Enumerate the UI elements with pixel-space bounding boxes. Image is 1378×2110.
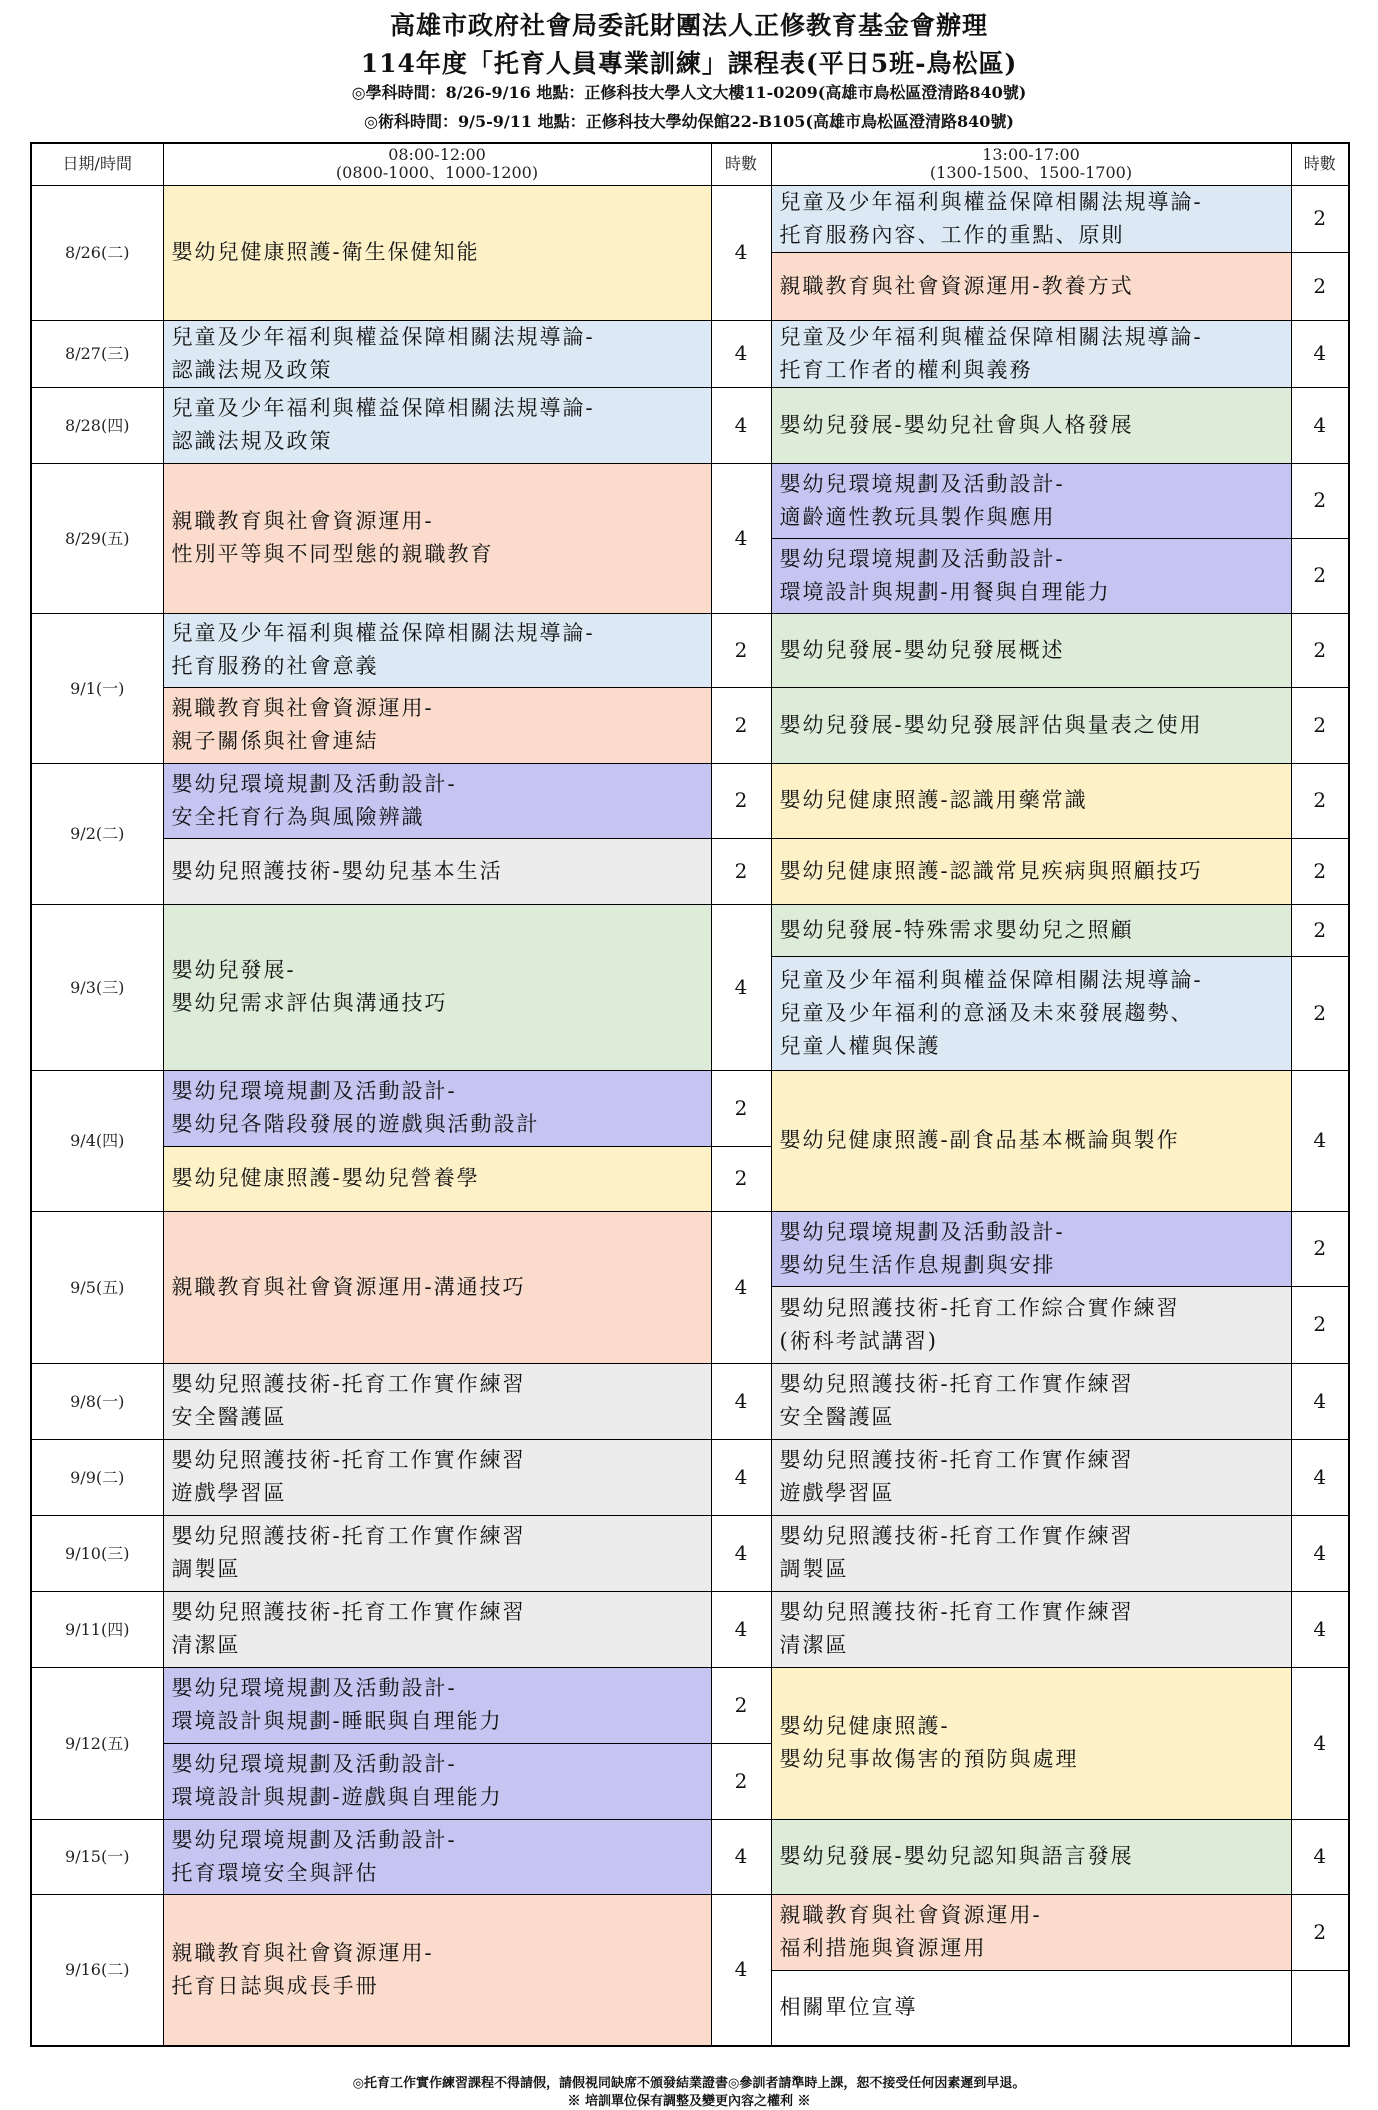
course-line: 親職教育與社會資源運用- (171, 696, 434, 720)
am-course-cell (163, 185, 711, 320)
course-line: 兒童及少年福利與權益保障相關法規導論- (779, 189, 1203, 214)
course-line: 嬰幼兒照護技術-托育工作實作練習 (779, 1524, 1134, 1548)
course-line: 嬰幼兒環境規劃及活動設計- (171, 1079, 457, 1103)
pm-course-cell (771, 1894, 1291, 1970)
am-course-cell (163, 904, 711, 1070)
am-course-cell (163, 1894, 711, 2046)
pm-hours-cell: 2 (1291, 838, 1349, 904)
pm-hours-cell: 2 (1291, 538, 1349, 613)
pm-course-cell (771, 1970, 1291, 2046)
pm-hours-cell: 2 (1291, 763, 1349, 838)
course-line: 嬰幼兒生活作息規劃與安排 (779, 1252, 1056, 1277)
pm-course-cell (771, 1515, 1291, 1591)
date-cell: 9/2(二) (31, 763, 163, 904)
am-course-cell (163, 1363, 711, 1439)
am-course-cell (163, 1819, 711, 1894)
course-line: 嬰幼兒發展- (171, 958, 296, 982)
course-line: 親子關係與社會連結 (171, 729, 379, 753)
date-cell: 9/4(四) (31, 1070, 163, 1211)
course-line: 嬰幼兒環境規劃及活動設計- (779, 1219, 1065, 1244)
course-line: 嬰幼兒環境規劃及活動設計- (171, 1676, 457, 1700)
am-hours-cell: 4 (711, 1894, 771, 2046)
schedule-row (31, 1515, 1349, 1591)
course-line: 兒童人權與保護 (779, 1033, 941, 1058)
date-cell: 9/8(一) (31, 1363, 163, 1439)
am-hours-cell: 4 (711, 1819, 771, 1894)
course-line: 親職教育與社會資源運用-教養方式 (779, 273, 1134, 298)
schedule-row (31, 320, 1349, 387)
course-line: 嬰幼兒健康照護-認識常見疾病與照顧技巧 (779, 858, 1203, 883)
am-hours-cell: 2 (711, 1667, 771, 1743)
pm-course-cell (771, 1286, 1291, 1363)
am-hours-cell: 2 (711, 763, 771, 838)
am-hours-cell: 2 (711, 1743, 771, 1819)
date-cell: 9/5(五) (31, 1211, 163, 1363)
date-cell: 9/16(二) (31, 1894, 163, 2046)
am-course-cell (163, 613, 711, 687)
date-cell: 9/15(一) (31, 1819, 163, 1894)
schedule-row (31, 613, 1349, 687)
date-column-header: 日期/時間 (31, 143, 163, 185)
pm-course-cell (771, 1211, 1291, 1286)
practical-info: ◎術科時間：9/5-9/11 地點：正修科技大學幼保館22-B105(高雄市鳥松區澄清路840號) (364, 112, 1014, 131)
pm-course-cell (771, 956, 1291, 1070)
course-line: 嬰幼兒健康照護-衛生保健知能 (171, 240, 480, 264)
course-line: 嬰幼兒發展-嬰幼兒認知與語言發展 (779, 1844, 1134, 1868)
course-line: 嬰幼兒環境規劃及活動設計- (779, 471, 1065, 496)
course-line: 嬰幼兒各階段發展的遊戲與活動設計 (171, 1112, 540, 1136)
course-line: 環境設計與規劃-遊戲與自理能力 (171, 1785, 503, 1809)
course-line: 嬰幼兒發展-嬰幼兒發展概述 (779, 637, 1065, 662)
schedule-table (30, 142, 1350, 2047)
course-line: 清潔區 (171, 1633, 241, 1657)
am-hours-cell: 4 (711, 320, 771, 387)
am-hours-cell: 4 (711, 904, 771, 1070)
am-hours-cell: 2 (711, 838, 771, 904)
schedule-row (31, 185, 1349, 252)
am-hours-cell: 2 (711, 687, 771, 763)
course-line: 嬰幼兒照護技術-托育工作綜合實作練習 (779, 1295, 1180, 1320)
am-hours-cell: 2 (711, 1070, 771, 1146)
schedule-row (31, 1591, 1349, 1667)
am-course-cell (163, 838, 711, 904)
course-line: 嬰幼兒照護技術-托育工作實作練習 (779, 1372, 1134, 1396)
am-hours-cell: 4 (711, 185, 771, 320)
course-line: 嬰幼兒發展-特殊需求嬰幼兒之照顧 (779, 917, 1134, 942)
pm-course-cell (771, 613, 1291, 687)
course-line: 親職教育與社會資源運用- (171, 509, 434, 533)
schedule-row (31, 1894, 1349, 1970)
morning-column-header (163, 143, 711, 185)
course-line: 遊戲學習區 (171, 1481, 287, 1505)
schedule-row (31, 763, 1349, 838)
pm-hours-cell: 2 (1291, 1286, 1349, 1363)
am-hours-cell: 4 (711, 1515, 771, 1591)
course-line: 嬰幼兒照護技術-托育工作實作練習 (171, 1600, 526, 1624)
course-line: 嬰幼兒環境規劃及活動設計- (171, 1827, 457, 1852)
schedule-row (31, 687, 1349, 763)
pm-course-cell (771, 1070, 1291, 1211)
course-line: 適齡適性教玩具製作與應用 (779, 504, 1056, 529)
hours-column-header: 時數 (711, 143, 771, 185)
pm-hours-cell (1291, 1970, 1349, 2046)
am-hours-cell: 4 (711, 1591, 771, 1667)
pm-course-cell (771, 687, 1291, 763)
schedule-body (31, 185, 1349, 2046)
course-line: 兒童及少年福利與權益保障相關法規導論- (171, 396, 595, 420)
schedule-row (31, 387, 1349, 463)
course-line: 認識法規及政策 (171, 429, 333, 453)
course-line: 環境設計與規劃-睡眠與自理能力 (171, 1709, 503, 1733)
morning-periods: (0800-1000、1000-1200) (335, 163, 539, 183)
footer-rights: ※ 培訓單位保有調整及變更內容之權利 ※ (567, 2094, 811, 2109)
am-course-cell (163, 763, 711, 838)
course-line: 福利措施與資源運用 (779, 1936, 987, 1960)
course-line: 兒童及少年福利與權益保障相關法規導論- (171, 621, 595, 645)
header-title: 高雄市政府社會局委託財團法人正修教育基金會辦理 (389, 11, 988, 40)
course-line: 認識法規及政策 (171, 357, 333, 382)
course-line: 嬰幼兒健康照護-認識用藥常識 (779, 788, 1088, 812)
am-course-cell (163, 463, 711, 613)
schedule-row (31, 904, 1349, 956)
course-line: 嬰幼兒照護技術-托育工作實作練習 (779, 1600, 1134, 1624)
course-line: 兒童及少年福利的意涵及未來發展趨勢、 (779, 1000, 1194, 1025)
course-line: 托育服務內容、工作的重點、原則 (779, 222, 1125, 247)
date-cell: 9/9(二) (31, 1439, 163, 1515)
course-line: 相關單位宣導 (779, 1995, 918, 2020)
course-line: 安全托育行為與風險辨識 (171, 804, 425, 829)
schedule-row (31, 838, 1349, 904)
course-line: 托育日誌與成長手冊 (171, 1973, 379, 1998)
course-line: 嬰幼兒發展-嬰幼兒社會與人格發展 (779, 412, 1134, 437)
am-hours-cell: 4 (711, 1439, 771, 1515)
pm-hours-cell: 2 (1291, 956, 1349, 1070)
pm-hours-cell: 2 (1291, 687, 1349, 763)
pm-course-cell (771, 1363, 1291, 1439)
pm-hours-cell: 2 (1291, 252, 1349, 320)
pm-hours-cell: 2 (1291, 904, 1349, 956)
date-cell: 8/26(二) (31, 185, 163, 320)
pm-course-cell (771, 1819, 1291, 1894)
course-line: 托育環境安全與評估 (171, 1860, 379, 1885)
schedule-row (31, 1667, 1349, 1743)
am-course-cell (163, 1515, 711, 1591)
am-hours-cell: 2 (711, 613, 771, 687)
course-line: 嬰幼兒照護技術-嬰幼兒基本生活 (171, 858, 503, 883)
pm-hours-cell: 2 (1291, 1894, 1349, 1970)
pm-hours-cell: 4 (1291, 1070, 1349, 1211)
course-line: 嬰幼兒事故傷害的預防與處理 (779, 1747, 1079, 1771)
course-line: 遊戲學習區 (779, 1481, 895, 1505)
course-line: 嬰幼兒照護技術-托育工作實作練習 (171, 1448, 526, 1472)
course-line: 嬰幼兒環境規劃及活動設計- (779, 546, 1065, 571)
pm-course-cell (771, 1667, 1291, 1819)
pm-hours-cell: 4 (1291, 1363, 1349, 1439)
am-course-cell (163, 1146, 711, 1211)
afternoon-time: 13:00-17:00 (982, 145, 1080, 165)
pm-hours-cell: 2 (1291, 613, 1349, 687)
am-hours-cell: 2 (711, 1146, 771, 1211)
course-line: 環境設計與規劃-用餐與自理能力 (779, 579, 1111, 604)
course-line: 嬰幼兒環境規劃及活動設計- (171, 771, 457, 796)
course-line: 兒童及少年福利與權益保障相關法規導論- (779, 967, 1203, 992)
course-line: 兒童及少年福利與權益保障相關法規導論- (171, 324, 595, 349)
date-cell: 8/27(三) (31, 320, 163, 387)
hours-column-header-2: 時數 (1291, 143, 1349, 185)
course-line: 托育服務的社會意義 (171, 654, 379, 678)
pm-course-cell (771, 463, 1291, 538)
pm-course-cell (771, 838, 1291, 904)
course-line: 性別平等與不同型態的親職教育 (171, 542, 494, 566)
date-cell: 9/11(四) (31, 1591, 163, 1667)
am-course-cell (163, 1070, 711, 1146)
course-line: 親職教育與社會資源運用-溝通技巧 (171, 1274, 526, 1299)
course-line: 兒童及少年福利與權益保障相關法規導論- (779, 324, 1203, 349)
am-course-cell (163, 1439, 711, 1515)
afternoon-column-header (771, 143, 1291, 185)
schedule-row (31, 1439, 1349, 1515)
pm-course-cell (771, 1439, 1291, 1515)
pm-course-cell (771, 538, 1291, 613)
date-cell: 9/10(三) (31, 1515, 163, 1591)
schedule-row (31, 1363, 1349, 1439)
pm-hours-cell: 4 (1291, 1591, 1349, 1667)
course-line: 托育工作者的權利與義務 (779, 357, 1033, 382)
am-course-cell (163, 1211, 711, 1363)
course-line: 親職教育與社會資源運用- (171, 1940, 434, 1965)
course-line: 嬰幼兒健康照護-副食品基本概論與製作 (779, 1128, 1180, 1152)
course-line: 嬰幼兒照護技術-托育工作實作練習 (171, 1372, 526, 1396)
pm-course-cell (771, 763, 1291, 838)
date-cell: 9/3(三) (31, 904, 163, 1070)
pm-hours-cell: 2 (1291, 185, 1349, 252)
pm-course-cell (771, 320, 1291, 387)
course-line: 嬰幼兒發展-嬰幼兒發展評估與量表之使用 (779, 712, 1203, 737)
am-course-cell (163, 1743, 711, 1819)
pm-hours-cell: 4 (1291, 1439, 1349, 1515)
pm-hours-cell: 4 (1291, 1515, 1349, 1591)
morning-time: 08:00-12:00 (388, 145, 486, 165)
course-line: 清潔區 (779, 1633, 849, 1657)
am-hours-cell: 4 (711, 387, 771, 463)
pm-course-cell (771, 252, 1291, 320)
pm-course-cell (771, 185, 1291, 252)
pm-hours-cell: 2 (1291, 1211, 1349, 1286)
course-line: 調製區 (779, 1557, 849, 1581)
pm-hours-cell: 2 (1291, 463, 1349, 538)
am-hours-cell: 4 (711, 1363, 771, 1439)
am-hours-cell: 4 (711, 463, 771, 613)
course-line: 安全醫護區 (779, 1405, 895, 1429)
course-line: 嬰幼兒照護技術-托育工作實作練習 (779, 1448, 1134, 1472)
date-cell: 8/28(四) (31, 387, 163, 463)
am-course-cell (163, 1591, 711, 1667)
course-line: 嬰幼兒照護技術-托育工作實作練習 (171, 1524, 526, 1548)
schedule-row (31, 463, 1349, 538)
pm-course-cell (771, 1591, 1291, 1667)
course-line: 嬰幼兒健康照護-嬰幼兒營養學 (171, 1166, 480, 1190)
am-course-cell (163, 687, 711, 763)
pm-hours-cell: 4 (1291, 387, 1349, 463)
course-line: 安全醫護區 (171, 1405, 287, 1429)
pm-course-cell (771, 387, 1291, 463)
course-line: 調製區 (171, 1557, 241, 1581)
am-course-cell (163, 1667, 711, 1743)
am-course-cell (163, 387, 711, 463)
course-line: (術科考試講習) (779, 1328, 938, 1353)
course-title: 114年度「托育人員專業訓練」課程表(平日5班-鳥松區) (360, 49, 1018, 78)
date-cell: 9/1(一) (31, 613, 163, 763)
pm-hours-cell: 4 (1291, 1667, 1349, 1819)
afternoon-periods: (1300-1500、1500-1700) (929, 163, 1133, 183)
footer-note: ◎托育工作實作練習課程不得請假，請假視同缺席不頒發結業證書◎參訓者請準時上課，恕不接受任何因素遲到早退。 (352, 2076, 1026, 2091)
course-line: 嬰幼兒環境規劃及活動設計- (171, 1752, 457, 1776)
pm-hours-cell: 4 (1291, 1819, 1349, 1894)
am-hours-cell: 4 (711, 1211, 771, 1363)
pm-course-cell (771, 904, 1291, 956)
academic-info: ◎學科時間：8/26-9/16 地點：正修科技大學人文大樓11-0209(高雄市鳥松區澄清路840號) (351, 83, 1027, 102)
date-cell: 9/12(五) (31, 1667, 163, 1819)
schedule-row (31, 1211, 1349, 1286)
schedule-row (31, 1070, 1349, 1146)
am-course-cell (163, 320, 711, 387)
date-cell: 8/29(五) (31, 463, 163, 613)
course-line: 親職教育與社會資源運用- (779, 1903, 1042, 1927)
pm-hours-cell: 4 (1291, 320, 1349, 387)
course-line: 嬰幼兒健康照護- (779, 1714, 950, 1738)
course-line: 嬰幼兒需求評估與溝通技巧 (171, 991, 448, 1015)
schedule-row (31, 1819, 1349, 1894)
